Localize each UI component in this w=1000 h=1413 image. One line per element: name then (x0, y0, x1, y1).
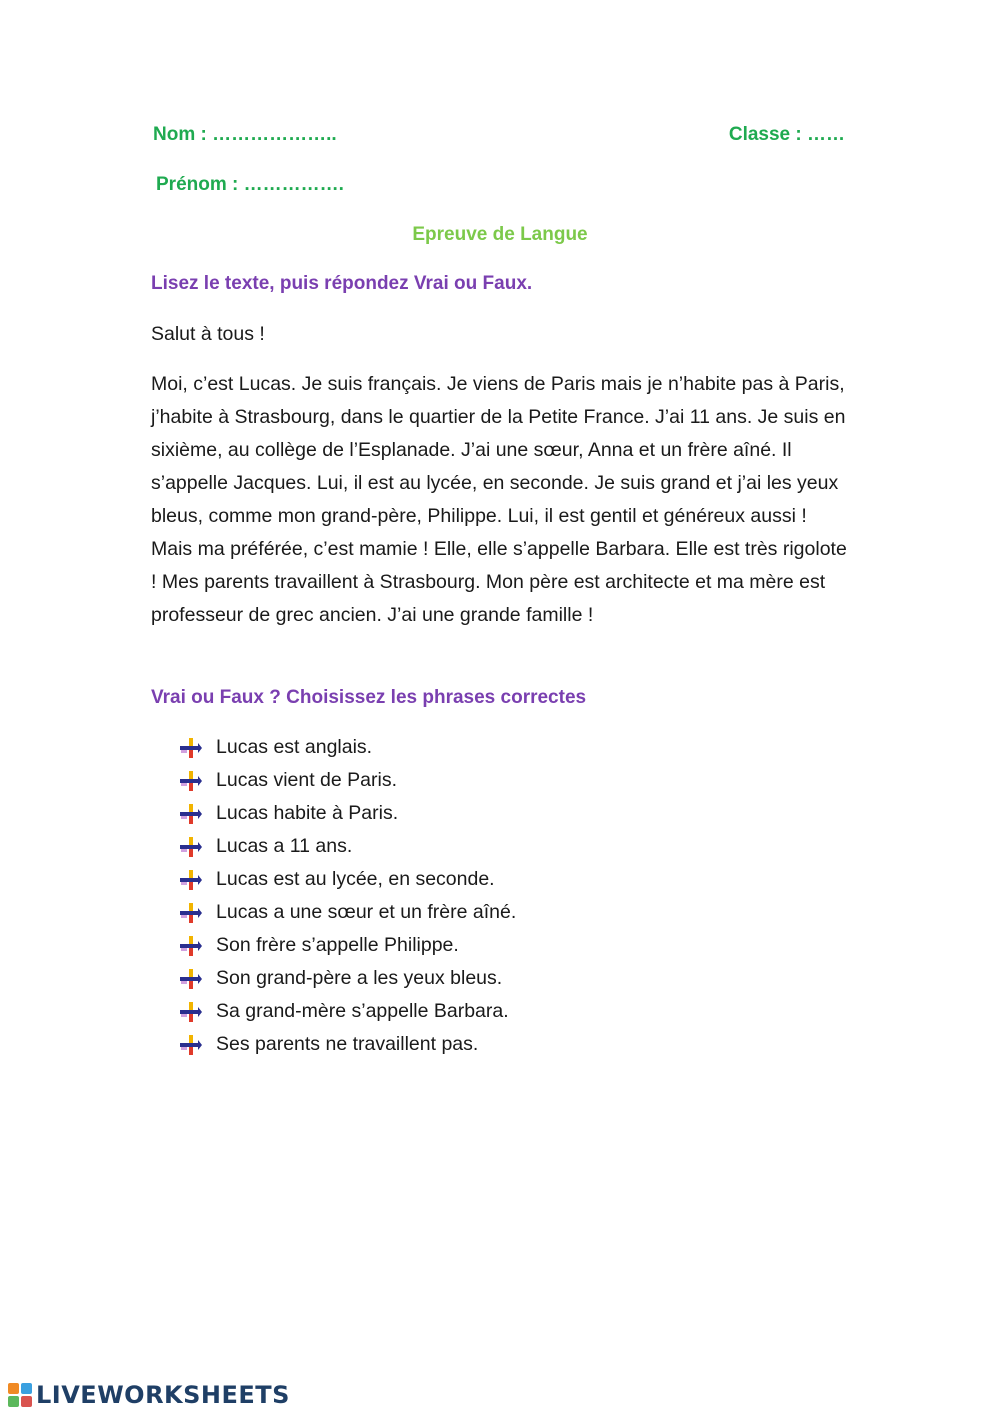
list-item (178, 797, 516, 830)
list-item (178, 764, 516, 797)
statement-text: Lucas est anglais. (216, 736, 373, 758)
arrow-bullet-icon (178, 870, 202, 890)
prenom-field: Prénom : ……………. (156, 174, 344, 195)
list-item (178, 929, 516, 962)
arrow-bullet-icon (178, 903, 202, 923)
arrow-bullet-icon (178, 1002, 202, 1022)
statement-text: Lucas vient de Paris. (216, 769, 398, 791)
statement-list (178, 731, 516, 1061)
list-item (178, 896, 516, 929)
list-item (178, 830, 516, 863)
question-heading: Vrai ou Faux ? Choisissez les phrases correctes (151, 687, 587, 708)
statement-text: Lucas est au lycée, en seconde. (216, 868, 495, 890)
arrow-bullet-icon (178, 738, 202, 758)
nom-field: Nom : ……………….. (153, 124, 337, 145)
statement-text: Son frère s’appelle Philippe. (216, 934, 459, 956)
liveworksheets-footer (8, 1380, 290, 1410)
arrow-bullet-icon (178, 837, 202, 857)
arrow-bullet-icon (178, 969, 202, 989)
list-item (178, 863, 516, 896)
arrow-bullet-icon (178, 1035, 202, 1055)
list-item (178, 995, 516, 1028)
brand-name: LIVEWORKSHEETS (36, 1381, 290, 1409)
statement-text: Son grand-père a les yeux bleus. (216, 967, 503, 989)
statement-text: Lucas habite à Paris. (216, 802, 399, 824)
statement-text: Lucas a une sœur et un frère aîné. (216, 901, 517, 923)
statement-text: Sa grand-mère s’appelle Barbara. (216, 1000, 509, 1022)
liveworksheets-logo-icon (8, 1383, 32, 1407)
greeting-text: Salut à tous ! (151, 323, 265, 345)
instruction-heading: Lisez le texte, puis répondez Vrai ou Faux. (151, 273, 533, 294)
reading-text: Moi, c’est Lucas. Je suis français. Je viens de Paris mais je n’habite pas à Paris, j’habite à Strasbourg, dans le quartier de la Petite France. J’ai 11 ans. Je suis en sixième, au collège de l’Esplanade. J’ai une sœur, Anna et un frère aîné. Il s’appelle Jacques. Lui, il est au lycée, en seconde. Je suis grand et j’ai les yeux bleus, comme mon grand-père, Philippe. Lui, il est gentil et généreux aussi ! Mais ma préférée, c’est mamie ! Elle, elle s’appelle Barbara. Elle est très rigolote ! Mes parents travaillent à Strasbourg. Mon père est architecte et ma mère est professeur de grec ancien. J’ai une grande famille ! (151, 373, 847, 626)
arrow-bullet-icon (178, 804, 202, 824)
arrow-bullet-icon (178, 936, 202, 956)
classe-field: Classe : …… (728, 124, 845, 145)
list-item (178, 962, 516, 995)
statement-text: Ses parents ne travaillent pas. (216, 1033, 479, 1055)
list-item (178, 731, 516, 764)
arrow-bullet-icon (178, 771, 202, 791)
page-title: Epreuve de Langue (412, 224, 588, 245)
list-item (178, 1028, 516, 1061)
statement-text: Lucas a 11 ans. (216, 835, 353, 857)
